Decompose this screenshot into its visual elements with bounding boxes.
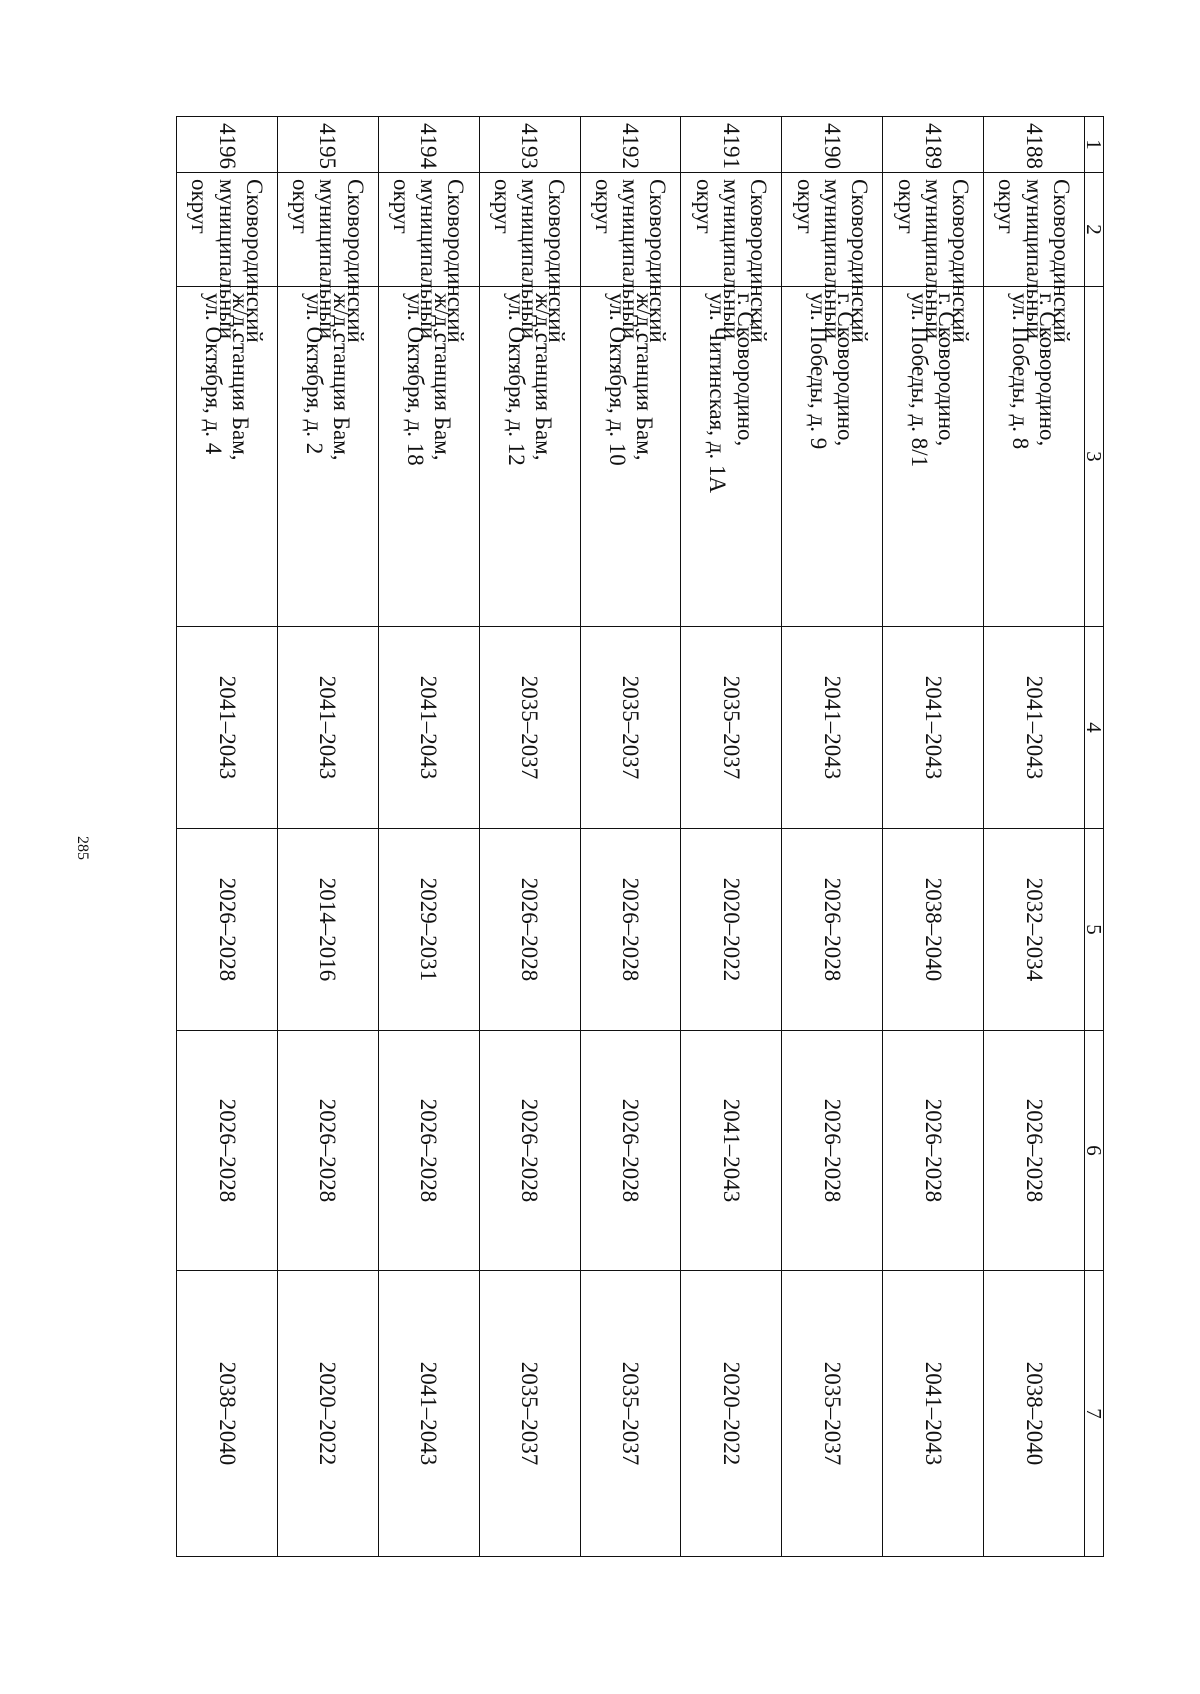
header-cell-6: 6	[1085, 1031, 1104, 1271]
municipality-line: Сковородинский	[544, 179, 570, 343]
header-cell-4: 4	[1085, 627, 1104, 829]
year-range-cell-col4: 2041–2043	[782, 627, 883, 829]
year-range-cell-col5: 2038–2040	[883, 829, 984, 1031]
row-id-cell: 4196	[177, 117, 278, 173]
address-line: г. Сковородино,	[934, 293, 960, 447]
year-range-cell-col5: 2014–2016	[278, 829, 379, 1031]
municipality-line: Сковородинский	[241, 179, 267, 343]
row-id-cell: 4194	[378, 117, 479, 173]
address-line: г. Сковородино,	[1035, 293, 1061, 447]
municipality-line: муниципальный	[517, 179, 543, 340]
municipality-cell	[984, 173, 1085, 343]
row-id-cell: 4188	[984, 117, 1085, 173]
municipality-line: муниципальный	[618, 179, 644, 340]
municipality-line: Сковородинский	[847, 179, 872, 343]
header-cell-5: 5	[1085, 829, 1104, 1031]
table-header-row	[1085, 117, 1104, 1557]
municipality-line: Сковородинский	[342, 179, 368, 343]
municipality-line: округ	[187, 179, 213, 234]
municipality-cell	[580, 173, 681, 343]
year-range-cell-col5: 2026–2028	[177, 829, 278, 1031]
year-range-cell-col7: 2041–2043	[378, 1271, 479, 1557]
year-range-cell-col6: 2026–2028	[177, 1031, 278, 1271]
row-id-cell: 4192	[580, 117, 681, 173]
year-range-cell-col7: 2020–2022	[681, 1271, 782, 1557]
year-range-cell-col7: 2038–2040	[177, 1271, 278, 1557]
year-range-cell-col4: 2035–2037	[580, 627, 681, 829]
address-line: ул. Октября, д. 10	[604, 293, 630, 466]
row-id-cell: 4189	[883, 117, 984, 173]
rotated-table-frame	[176, 116, 1104, 1556]
year-range-cell-col6: 2026–2028	[883, 1031, 984, 1271]
municipality-line: Сковородинский	[746, 179, 772, 343]
municipality-line: округ	[691, 179, 717, 234]
year-range-cell-col4: 2041–2043	[984, 627, 1085, 829]
address-line: ж/д станция Бам,	[631, 293, 657, 461]
year-range-cell-col6: 2026–2028	[984, 1031, 1085, 1271]
year-range-cell-col5: 2029–2031	[378, 829, 479, 1031]
row-id-cell: 4193	[479, 117, 580, 173]
row-id-cell: 4190	[782, 117, 883, 173]
year-range-cell-col7: 2020–2022	[278, 1271, 379, 1557]
address-line: ул. Октября, д. 18	[402, 293, 428, 466]
address-line: г. Сковородино,	[732, 293, 758, 447]
address-line: ул. Октября, д. 12	[503, 293, 529, 466]
municipality-line: муниципальный	[416, 179, 442, 340]
year-range-cell-col7: 2035–2037	[479, 1271, 580, 1557]
header-cell-7: 7	[1085, 1271, 1104, 1557]
municipality-line: округ	[893, 179, 919, 234]
table-container	[176, 116, 1104, 1556]
year-range-cell-col7: 2035–2037	[782, 1271, 883, 1557]
municipality-line: округ	[591, 179, 616, 234]
row-id-cell: 4195	[278, 117, 379, 173]
municipality-line: Сковородинский	[645, 179, 671, 343]
year-range-cell-col4: 2041–2043	[883, 627, 984, 829]
address-line: ж/д станция Бам,	[429, 293, 455, 461]
header-cell-3: 3	[1085, 287, 1104, 627]
table-row	[378, 117, 479, 1557]
table-row	[782, 117, 883, 1557]
year-range-cell-col5: 2026–2028	[479, 829, 580, 1031]
year-range-cell-col4: 2041–2043	[378, 627, 479, 829]
municipality-cell	[177, 173, 278, 343]
municipality-cell	[378, 173, 479, 343]
municipality-line: муниципальный	[819, 179, 845, 340]
year-range-cell-col7: 2041–2043	[883, 1271, 984, 1557]
year-range-cell-col5: 2020–2022	[681, 829, 782, 1031]
municipality-line: муниципальный	[920, 179, 946, 340]
year-range-cell-col6: 2026–2028	[278, 1031, 379, 1271]
address-line: г. Сковородино,	[833, 293, 859, 447]
year-range-cell-col4: 2035–2037	[681, 627, 782, 829]
data-table	[176, 116, 1104, 1557]
address-line: ул. Победы, д. 8	[1008, 293, 1034, 450]
year-range-cell-col6: 2026–2028	[479, 1031, 580, 1271]
address-line: ул. Победы, д. 8/1	[907, 293, 933, 468]
page-number: 285	[74, 836, 91, 860]
municipality-line: Сковородинский	[947, 179, 973, 343]
municipality-cell	[883, 173, 984, 343]
table-row	[278, 117, 379, 1557]
municipality-cell	[681, 173, 782, 343]
table-row	[177, 117, 278, 1557]
municipality-cell	[479, 173, 580, 343]
year-range-cell-col6: 2026–2028	[782, 1031, 883, 1271]
year-range-cell-col5: 2026–2028	[782, 829, 883, 1031]
table-row	[984, 117, 1085, 1557]
year-range-cell-col5: 2026–2028	[580, 829, 681, 1031]
municipality-line: округ	[288, 179, 314, 234]
header-cell-1: 1	[1085, 117, 1104, 173]
municipality-cell	[782, 173, 883, 343]
table-row	[681, 117, 782, 1557]
municipality-line: муниципальный	[214, 179, 240, 340]
municipality-line: округ	[994, 179, 1020, 234]
address-line: ж/д станция Бам,	[329, 293, 355, 461]
year-range-cell-col4: 2035–2037	[479, 627, 580, 829]
year-range-cell-col6: 2026–2028	[580, 1031, 681, 1271]
year-range-cell-col7: 2035–2037	[580, 1271, 681, 1557]
year-range-cell-col5: 2032–2034	[984, 829, 1085, 1031]
year-range-cell-col4: 2041–2043	[278, 627, 379, 829]
table-body	[177, 117, 1085, 1557]
year-range-cell-col4: 2041–2043	[177, 627, 278, 829]
row-id-cell: 4191	[681, 117, 782, 173]
table-row	[883, 117, 984, 1557]
municipality-line: муниципальный	[315, 179, 341, 340]
year-range-cell-col6: 2026–2028	[378, 1031, 479, 1271]
municipality-line: Сковородинский	[1048, 179, 1074, 343]
municipality-line: округ	[389, 179, 415, 234]
table-row	[479, 117, 580, 1557]
municipality-line: округ	[490, 179, 516, 234]
table-row	[580, 117, 681, 1557]
address-line: ул. Победы, д. 9	[806, 293, 832, 450]
address-line: ж/д станция Бам,	[228, 293, 254, 461]
municipality-line: муниципальный	[1021, 179, 1047, 340]
municipality-line: Сковородинский	[443, 179, 469, 343]
year-range-cell-col6: 2041–2043	[681, 1031, 782, 1271]
municipality-line: округ	[792, 179, 818, 234]
address-line: ул. Октября, д. 2	[301, 293, 327, 455]
address-line: ул. Октября, д. 4	[201, 293, 226, 455]
year-range-cell-col7: 2038–2040	[984, 1271, 1085, 1557]
address-line: ж/д станция Бам,	[530, 293, 556, 461]
header-cell-2: 2	[1085, 173, 1104, 287]
municipality-line: муниципальный	[719, 179, 744, 340]
address-line: ул. Читинская, д. 1А	[705, 293, 731, 494]
municipality-cell	[278, 173, 379, 343]
